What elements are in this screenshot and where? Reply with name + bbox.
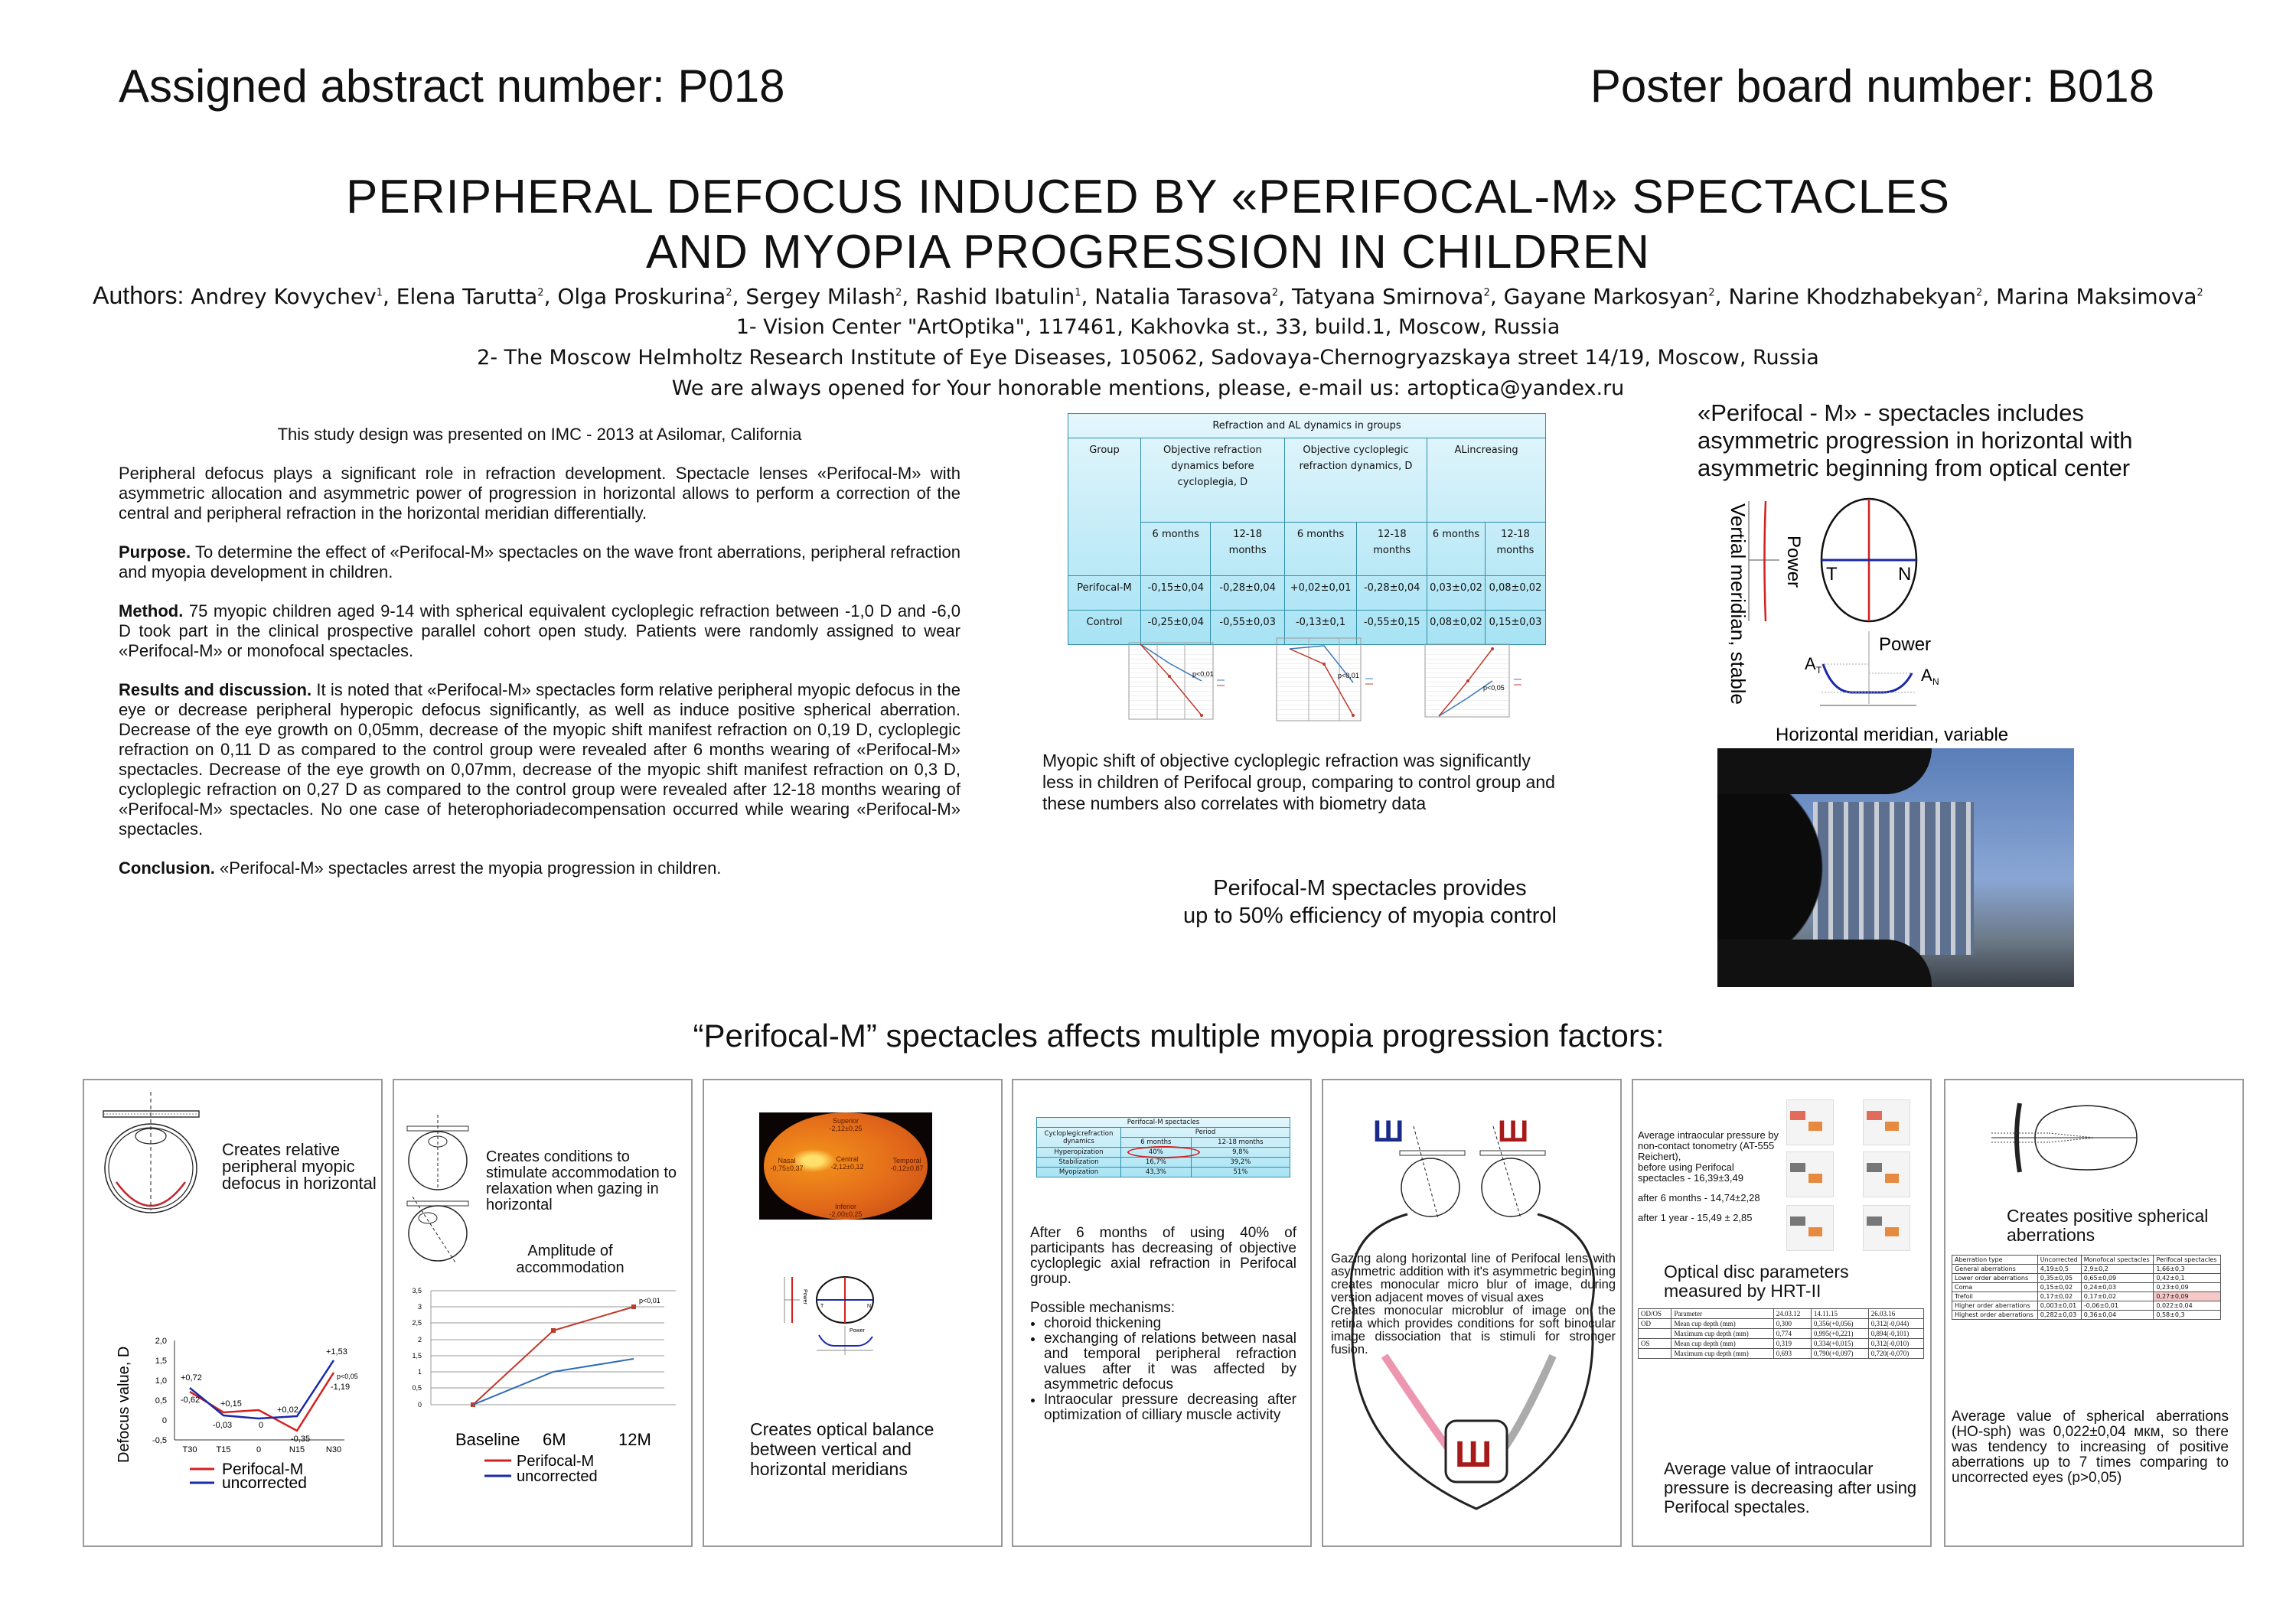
- x-tick: Baseline: [455, 1430, 520, 1449]
- perifocal-table: [1036, 1117, 1290, 1177]
- table-cell: OS: [1639, 1339, 1671, 1349]
- inferior-value: -2,00±0,25: [829, 1210, 863, 1218]
- results-paragraph: [119, 680, 960, 839]
- table-cell: 0,08±0,02: [1485, 576, 1545, 611]
- period-header: 6 months: [1284, 523, 1356, 576]
- table-cell: 0,693: [1773, 1349, 1811, 1359]
- author-name: , Narine Khodzhabekyan: [1714, 284, 1977, 309]
- y-tick: 0,5: [412, 1384, 422, 1392]
- x-tick: T30: [182, 1445, 197, 1454]
- iop-line: after 1 year - 15,49 ± 2,85: [1638, 1212, 1753, 1223]
- temporal-label: T: [820, 1304, 824, 1309]
- inferior-label: Inferior: [834, 1203, 856, 1210]
- iop-line: after 6 months - 14,74±2,28: [1638, 1192, 1760, 1203]
- table-cell: 4,19±0,5: [2037, 1265, 2081, 1274]
- panel-refraction-dynamics: [1012, 1079, 1312, 1547]
- y-tick: 3,5: [412, 1287, 422, 1295]
- author-name: , Rashid Ibatulin: [902, 284, 1075, 309]
- an-sub: N: [1932, 676, 1939, 687]
- table-cell: 0,282±0,03: [2037, 1311, 2081, 1320]
- nasal-label: N: [867, 1304, 872, 1309]
- central-label: Central: [836, 1155, 859, 1163]
- mini-chart-refraction: [1129, 643, 1225, 719]
- panel-intraocular-pressure: [1632, 1079, 1932, 1547]
- table-cell: 0,995(+0,221): [1811, 1329, 1868, 1339]
- table-cell: Mean cup depth (mm): [1671, 1319, 1773, 1329]
- power-label: Power: [1783, 536, 1804, 588]
- sh-letter-blue-icon: Ш: [1373, 1115, 1404, 1148]
- defocus-chart: [115, 1333, 367, 1539]
- table-cell: 0,35±0,05: [2037, 1274, 2081, 1283]
- mechanisms-title: Possible mechanisms:: [1030, 1300, 1176, 1316]
- p-value: p<0,01: [1338, 672, 1359, 679]
- efficiency-line-1: Perifocal-M spectacles provides: [1213, 876, 1527, 901]
- table-cell: 0,65±0,09: [2081, 1274, 2154, 1283]
- table-title: Perifocal-M spectacles: [1037, 1118, 1290, 1128]
- table-cell: -0,28±0,04: [1357, 576, 1427, 611]
- table-cell: 43,3%: [1121, 1168, 1192, 1177]
- mini-chart-al: [1425, 644, 1521, 717]
- period-header: 12-18 months: [1357, 523, 1427, 576]
- fundus-superior: [759, 1117, 932, 1132]
- table-cell: -0,55±0,15: [1357, 611, 1427, 645]
- eye-aberration-icon: [1988, 1099, 2141, 1176]
- period-header: 6 months: [1427, 523, 1486, 576]
- table-cell: 0,894(-0,101): [1868, 1329, 1923, 1339]
- y-tick: 1,5: [155, 1357, 167, 1366]
- table-cell: 51%: [1191, 1168, 1290, 1177]
- y-tick: 2,5: [412, 1319, 422, 1327]
- table-header-row: [1639, 1309, 1924, 1319]
- at-sub: T: [1816, 665, 1822, 676]
- table-row: [1639, 1339, 1924, 1349]
- author-name: Andrey Kovychev: [191, 284, 377, 309]
- hrt-heading: Optical disc parameters measured by HRT-II: [1664, 1262, 1849, 1301]
- fundus-inferior: [759, 1203, 932, 1218]
- red-circle-highlight: [1127, 1146, 1200, 1158]
- table-cell: -0,25±0,04: [1141, 611, 1211, 645]
- legend-perifocal: Perifocal-M: [222, 1461, 304, 1478]
- myopic-shift-text: Myopic shift of objective cycloplegic refraction was significantly less in children of Perifocal group, comparing to control group and these numbers also correlates with biometry data: [1042, 751, 1555, 813]
- lens-description: «Perifocal - M» - spectacles includes asymmetric progression in horizontal with asymmetric beginning from optical center: [1698, 399, 2133, 481]
- affiliation-marker: 2: [1976, 287, 1983, 299]
- table-cell: Trefoil: [1952, 1292, 2038, 1301]
- efficiency-line-2: up to 50% efficiency of myopia control: [1183, 904, 1557, 928]
- table-cell: General aberrations: [1952, 1265, 2038, 1274]
- table-row: [1952, 1265, 2221, 1274]
- central-value: -2,12±0,12: [830, 1163, 864, 1171]
- at-label: A: [1805, 654, 1816, 673]
- table-row: [1952, 1301, 2221, 1311]
- panel-optical-balance: [703, 1079, 1003, 1547]
- result-text: After 6 months of using 40% of participants has decreasing of objective cycloplegic axial refraction in Perifocal group.: [1030, 1225, 1296, 1287]
- table-cell: 0,08±0,02: [1427, 611, 1486, 645]
- panel-peripheral-defocus: [83, 1079, 383, 1547]
- author-name: , Natalia Tarasova: [1081, 284, 1272, 309]
- affiliation-marker: 2: [1708, 287, 1715, 299]
- panel-spherical-aberrations: [1944, 1079, 2244, 1547]
- intro-paragraph: Peripheral defocus plays a significant role in refraction development. Spectacle lenses «Perifocal-M» with asymmetric allocation and asymmetric power of progression in horizontal allows to perform a correction of the central and peripheral refraction in the horizontal meridian differentially.: [119, 464, 960, 523]
- list-item: • choroid thickening: [1044, 1316, 1296, 1331]
- data-label: -0,62: [181, 1396, 201, 1405]
- table-cell: 0,24±0,03: [2081, 1283, 2154, 1292]
- data-label: +0,02: [277, 1405, 298, 1415]
- table-cell: Coma: [1952, 1283, 2038, 1292]
- results-text: It is noted that «Perifocal-M» spectacles form relative peripheral myopic defocus in the eye or decrease peripheral hyperopic defocus significantly, as well as induce positive spherical aberration. Decrease of the eye growth on 0,05mm, decrease of the myopic shift manifest refraction on 0,19 D, cycloplegic refraction on 0,11 D as compared to the control group were revealed after 6 months wearing of «Perifocal-M» spectacles. Decrease of the eye growth on 0,07mm, decrease of the myopic shift manifest refraction on 0,3 D, cycloplegic refraction on 0,27 D as compared to the control group were revealed after 12-18 months wearing of «Perifocal-M» spectacles. No one case of heterophoriadecompensation occurred while wearing «Perifocal-M» spectacles.: [119, 680, 960, 839]
- aberration-conclusion: Average value of spherical aberrations (HO-sph) was 0,022±0,04 мкм, so there was tendency to increasing of positive aberrations up to 7 times comparing to uncorrected eyes (p>0,05): [1952, 1409, 2229, 1486]
- table-cell: 0,17±0,02: [2081, 1292, 2154, 1301]
- table-cell: OD: [1639, 1319, 1671, 1329]
- y-tick: 2,0: [155, 1337, 167, 1346]
- results-label: Results and discussion.: [119, 680, 312, 699]
- author-name: , Olga Proskurina: [543, 284, 726, 309]
- affiliation-2: 2- The Moscow Helmholtz Research Institute of Eye Diseases, 105062, Sadovaya-Chernogryazskaya street 14/19, Moscow, Russia: [477, 346, 1819, 370]
- eye-diagrams-icon: [403, 1111, 472, 1264]
- table-cell: 0,23±0,09: [2154, 1283, 2221, 1292]
- horizontal-meridian-label: Horizontal meridian, variable: [1776, 725, 2009, 745]
- p-value: p<0,05: [1483, 684, 1505, 692]
- fundus-central: [820, 1155, 874, 1171]
- data-label: -1,19: [331, 1383, 351, 1392]
- table-header: 26.03.16: [1868, 1309, 1923, 1319]
- author-name: , Tatyana Smirnova: [1278, 284, 1484, 309]
- power-label: Power: [802, 1289, 807, 1304]
- group-header: Group: [1068, 438, 1141, 576]
- data-label: +0,15: [220, 1399, 242, 1409]
- data-label: +1,53: [326, 1347, 347, 1357]
- table-cell: Higher order aberrations: [1952, 1301, 2038, 1311]
- col-group-header: Objective refraction dynamics before cycloplegia, D: [1141, 438, 1285, 523]
- hrt-table: [1638, 1308, 1924, 1359]
- chart-title: Amplitude of accommodation: [516, 1243, 625, 1276]
- table-header: 14.11.15: [1811, 1309, 1868, 1319]
- panel-text: Creates conditions to stimulate accommodation to relaxation when gazing in horizontal: [486, 1148, 677, 1213]
- abstract-column: [119, 425, 960, 897]
- abstract-number: Assigned abstract number: P018: [119, 60, 785, 112]
- mini-charts: [1117, 637, 1569, 728]
- y-tick: 3: [417, 1303, 422, 1311]
- an-label: A: [1921, 666, 1932, 685]
- x-tick: N30: [325, 1445, 342, 1454]
- table-header: Uncorrected: [2037, 1256, 2081, 1265]
- hrt-report-thumbnails: [1786, 1099, 1924, 1252]
- iop-line: before using Perifocal spectacles - 16,39±3,49: [1638, 1161, 1743, 1184]
- table-cell: -0,15±0,04: [1141, 576, 1211, 611]
- table-cell: 1,66±0,3: [2154, 1265, 2221, 1274]
- highlighted-cell: 0,27±0,09: [2154, 1292, 2221, 1301]
- period-header: 6 months: [1141, 523, 1211, 576]
- table-cell: 0,300: [1773, 1319, 1811, 1329]
- fundus-temporal: [882, 1157, 932, 1172]
- author-name: , Marina Maksimova: [1982, 284, 2197, 309]
- table-cell: +0,02±0,01: [1284, 576, 1356, 611]
- author-name: , Gayane Markosyan: [1489, 284, 1709, 309]
- y-tick: 2: [417, 1336, 422, 1344]
- panel-binocular-fusion: [1322, 1079, 1622, 1547]
- method-label: Method.: [119, 601, 184, 620]
- row-label: Myopization: [1037, 1168, 1121, 1177]
- table-cell: [1639, 1329, 1671, 1339]
- affiliation-marker: 1: [1075, 287, 1081, 299]
- table-row: [1037, 1168, 1290, 1177]
- title-line-1: PERIPHERAL DEFOCUS INDUCED BY «PERIFOCAL-M» SPECTACLES: [346, 171, 1950, 223]
- nasal-label: N: [1898, 564, 1912, 585]
- temporal-value: -0,12±0,87: [890, 1164, 924, 1172]
- aberration-table: [1952, 1255, 2221, 1320]
- author-list: [191, 284, 2203, 309]
- sh-letter-red-icon: Ш: [1498, 1115, 1529, 1148]
- y-tick: 0: [417, 1401, 422, 1409]
- table-cell: 0,720(-0,070): [1868, 1349, 1923, 1359]
- panel-text: [1030, 1226, 1296, 1423]
- refraction-al-table: [1068, 413, 1546, 645]
- table-cell: 0,774: [1773, 1329, 1811, 1339]
- table-cell: 0,003±0,01: [2037, 1301, 2081, 1311]
- poster-title: [0, 170, 2296, 280]
- highlighted-cell: [1121, 1148, 1192, 1158]
- table-row: [1952, 1292, 2221, 1301]
- aberration-heading: Creates positive spherical aberrations: [2007, 1206, 2209, 1245]
- hand-finger: [1717, 748, 1932, 794]
- section-heading: “Perifocal-M” spectacles affects multiple myopia progression factors:: [693, 1018, 1665, 1054]
- table-row: [1639, 1349, 1924, 1359]
- table-cell: 0,312(-0,044): [1868, 1319, 1923, 1329]
- title-line-2: AND MYOPIA PROGRESSION IN CHILDREN: [645, 226, 1651, 278]
- table-cell: 39,2%: [1191, 1158, 1290, 1168]
- conclusion-label: Conclusion.: [119, 858, 215, 878]
- table-cell: 16,7%: [1121, 1158, 1192, 1168]
- row-label: Stabilization: [1037, 1158, 1121, 1168]
- y-tick: 0: [161, 1416, 167, 1425]
- affiliation-marker: 2: [1483, 287, 1490, 299]
- temporal-label: T: [1826, 564, 1838, 585]
- gazing-text: Gazing along horizontal line of Perifocal lens with asymmetric addition with it's asymmetric beginning creates monocular micro blur of image, during version adjacent moves of visual axes: [1331, 1252, 1616, 1304]
- lens-diagram: [1714, 497, 2112, 750]
- table-cell: Lower order aberrations: [1952, 1274, 2038, 1283]
- table-cell: 0,17±0,02: [2037, 1292, 2081, 1301]
- eye-diagram-icon: [99, 1092, 207, 1222]
- table-header: Aberration type: [1952, 1256, 2038, 1265]
- iop-line: Average intraocular pressure by non-contact tonometry (AT-555 Reichert),: [1638, 1129, 1779, 1162]
- hand-thumb: [1717, 940, 1932, 987]
- fundus-photo: [759, 1112, 932, 1220]
- affiliation-1: 1- Vision Center "ArtOptika", 117461, Kakhovka st., 33, build.1, Moscow, Russia: [735, 315, 1561, 339]
- row-label: Hyperopization: [1037, 1148, 1121, 1158]
- method-paragraph: [119, 601, 960, 661]
- table-header-row: [1952, 1256, 2221, 1265]
- table-cell: 0,15±0,02: [2037, 1283, 2081, 1292]
- author-name: , Elena Tarutta: [382, 284, 538, 309]
- table-cell: 0,312(-0,010): [1868, 1339, 1923, 1349]
- fundus-nasal: [764, 1157, 810, 1172]
- list-item: • Intraocular pressure decreasing after optimization of cilliary muscle activity: [1044, 1392, 1296, 1423]
- table-row: [1037, 1158, 1290, 1168]
- x-tick: 6M: [543, 1430, 566, 1449]
- table-cell: 0,42±0,1: [2154, 1274, 2221, 1283]
- table-header: Cycloplegicrefraction dynamics: [1037, 1128, 1121, 1148]
- table-cell: 9,8%: [1191, 1148, 1290, 1158]
- presentation-note: This study design was presented on IMC - 2013 at Asilomar, California: [277, 425, 802, 444]
- table-cell: 0,15±0,03: [1485, 611, 1545, 645]
- table-cell: 0,319: [1773, 1339, 1811, 1349]
- p-value: p<0,05: [337, 1373, 358, 1380]
- table-cell: -0,55±0,03: [1211, 611, 1284, 645]
- panel-accommodation: [393, 1079, 693, 1547]
- temporal-label: Temporal: [892, 1157, 921, 1164]
- table-cell: Maximum cup depth (mm): [1671, 1349, 1773, 1359]
- legend-uncorrected: uncorrected: [222, 1474, 307, 1492]
- table-row: [1037, 1148, 1290, 1158]
- table-cell: 40%: [1148, 1148, 1163, 1156]
- period-header: 12-18 months: [1211, 523, 1284, 576]
- table-cell: 0,790(+0,097): [1811, 1349, 1868, 1359]
- table-row: [1068, 576, 1546, 611]
- table-header: Monofocal spectacles: [2081, 1256, 2154, 1265]
- affiliation-marker: 2: [537, 287, 544, 299]
- x-tick: 12M: [618, 1430, 651, 1449]
- vertical-meridian-label: Vertial meridian, stable: [1727, 503, 1750, 705]
- affiliation-marker: 2: [726, 287, 732, 299]
- affiliation-marker: 2: [895, 287, 902, 299]
- table-row: [1952, 1311, 2221, 1320]
- row-label: Control: [1068, 611, 1141, 645]
- author-name: , Sergey Milash: [732, 284, 896, 309]
- table-row: [1952, 1283, 2221, 1292]
- accommodation-chart: [400, 1283, 691, 1543]
- sh-letter-fused-icon: Ш: [1455, 1435, 1492, 1475]
- microblur-text: Creates monocular microblur of image on the retina which provides conditions for soft binocular image dissociation that is stimuli for stronger fusion.: [1331, 1304, 1616, 1357]
- y-tick: 1: [417, 1368, 422, 1376]
- table-row: [1639, 1329, 1924, 1339]
- data-label: 0: [259, 1421, 264, 1430]
- table-header: Perifocal spectacles: [2154, 1256, 2221, 1265]
- table-header: Parameter: [1671, 1309, 1773, 1319]
- table-cell: [1639, 1349, 1671, 1359]
- lens-distortion-photo: [1717, 748, 2074, 987]
- list-item: • exchanging of relations between nasal and temporal peripheral refraction values after it was affected by asymmetric defocus: [1044, 1331, 1296, 1392]
- nasal-value: -0,75±0,37: [770, 1164, 804, 1172]
- panel-text: Creates optical balance between vertical and horizontal meridians: [750, 1419, 934, 1479]
- nasal-label: Nasal: [778, 1157, 796, 1164]
- col-group-header: ALincreasing: [1427, 438, 1546, 523]
- y-tick: 1,5: [412, 1352, 422, 1360]
- period-header: 12-18 months: [1191, 1138, 1290, 1148]
- conclusion-text: «Perifocal-M» spectacles arrest the myopia progression in children.: [214, 858, 722, 878]
- y-tick: -0,5: [152, 1436, 167, 1445]
- table-cell: Maximum cup depth (mm): [1671, 1329, 1773, 1339]
- panel-text: [1331, 1252, 1616, 1357]
- table-cell: 0,03±0,02: [1427, 576, 1486, 611]
- table-header: OD/OS: [1639, 1309, 1671, 1319]
- x-tick: T15: [216, 1445, 231, 1454]
- superior-value: -2,12±0,25: [829, 1125, 863, 1132]
- table-cell: 0,334(+0,015): [1811, 1339, 1868, 1349]
- data-label: -0,35: [291, 1435, 311, 1444]
- period-header: 6 months: [1121, 1138, 1192, 1148]
- lens-diagram-small: [781, 1275, 895, 1360]
- table-cell: Mean cup depth (mm): [1671, 1339, 1773, 1349]
- authors-line: [0, 282, 2296, 310]
- table-row: [1952, 1274, 2221, 1283]
- purpose-paragraph: [119, 542, 960, 582]
- table-cell: -0,28±0,04: [1211, 576, 1284, 611]
- table-header: Period: [1121, 1128, 1290, 1138]
- table-cell: 0,356(+0,056): [1811, 1319, 1868, 1329]
- x-tick: 0: [256, 1445, 262, 1454]
- table-title: Refraction and AL dynamics in groups: [1068, 414, 1546, 438]
- authors-label: Authors:: [93, 282, 184, 309]
- row-label: Perifocal-M: [1068, 576, 1141, 611]
- efficiency-statement: [1071, 875, 1668, 930]
- data-label: +0,72: [181, 1373, 202, 1383]
- affiliation-marker: 1: [376, 287, 383, 299]
- x-tick: N15: [289, 1445, 305, 1454]
- legend-perifocal: Perifocal-M: [517, 1453, 595, 1470]
- y-axis-label: Defocus value, D: [116, 1346, 132, 1463]
- panel-text: Creates relative peripheral myopic defocus in horizontal: [222, 1140, 377, 1193]
- table-row: [1639, 1319, 1924, 1329]
- iop-text: [1638, 1130, 1783, 1223]
- table-cell: -0,06±0,01: [2081, 1301, 2154, 1311]
- affiliation-marker: 2: [1271, 287, 1279, 299]
- mechanisms-list: [1030, 1316, 1296, 1423]
- iop-conclusion: Average value of intraocular pressure is decreasing after using Perifocal spectales.: [1664, 1459, 1917, 1516]
- data-label: -0,03: [213, 1421, 233, 1430]
- table-cell: 0,36±0,04: [2081, 1311, 2154, 1320]
- conclusion-paragraph: [119, 858, 960, 878]
- superior-label: Superior: [832, 1117, 859, 1125]
- power-label-horizontal: Power: [1879, 634, 1932, 655]
- contact-line: We are always opened for Your honorable mentions, please, e-mail us: artoptica@yandex.ru: [671, 376, 1625, 400]
- purpose-text: To determine the effect of «Perifocal-M» spectacles on the wave front aberrations, peripheral refraction and myopia development in children.: [119, 542, 960, 581]
- table-cell: -0,13±0,1: [1284, 611, 1356, 645]
- method-text: 75 myopic children aged 9-14 with spherical equivalent cycloplegic refraction between -1,0 D and -6,0 D took part in the clinical prospective parallel cohort open study. Patients were randomly assigned to wear «Perifocal-M» or monofocal spectacles.: [119, 601, 960, 660]
- p-value: p<0,01: [639, 1297, 660, 1304]
- period-header: 12-18 months: [1485, 523, 1545, 576]
- table-cell: 0,58±0,3: [2154, 1311, 2221, 1320]
- p-value: p<0,01: [1192, 670, 1214, 678]
- purpose-label: Purpose.: [119, 542, 191, 562]
- table-cell: 2,9±0,2: [2081, 1265, 2154, 1274]
- legend-uncorrected: uncorrected: [517, 1468, 598, 1485]
- col-group-header: Objective cycloplegic refraction dynamics, D: [1284, 438, 1427, 523]
- table-cell: Highest order aberrations: [1952, 1311, 2038, 1320]
- affiliation-marker: 2: [2197, 287, 2203, 299]
- y-tick: 1,0: [155, 1376, 167, 1386]
- board-number: Poster board number: B018: [1590, 60, 2154, 112]
- power-label-horizontal: Power: [850, 1328, 865, 1334]
- table-header: 24.03.12: [1773, 1309, 1811, 1319]
- table-cell: 0,022±0,04: [2154, 1301, 2221, 1311]
- mini-chart-cycloplegic: [1277, 638, 1373, 721]
- y-tick: 0,5: [155, 1396, 167, 1405]
